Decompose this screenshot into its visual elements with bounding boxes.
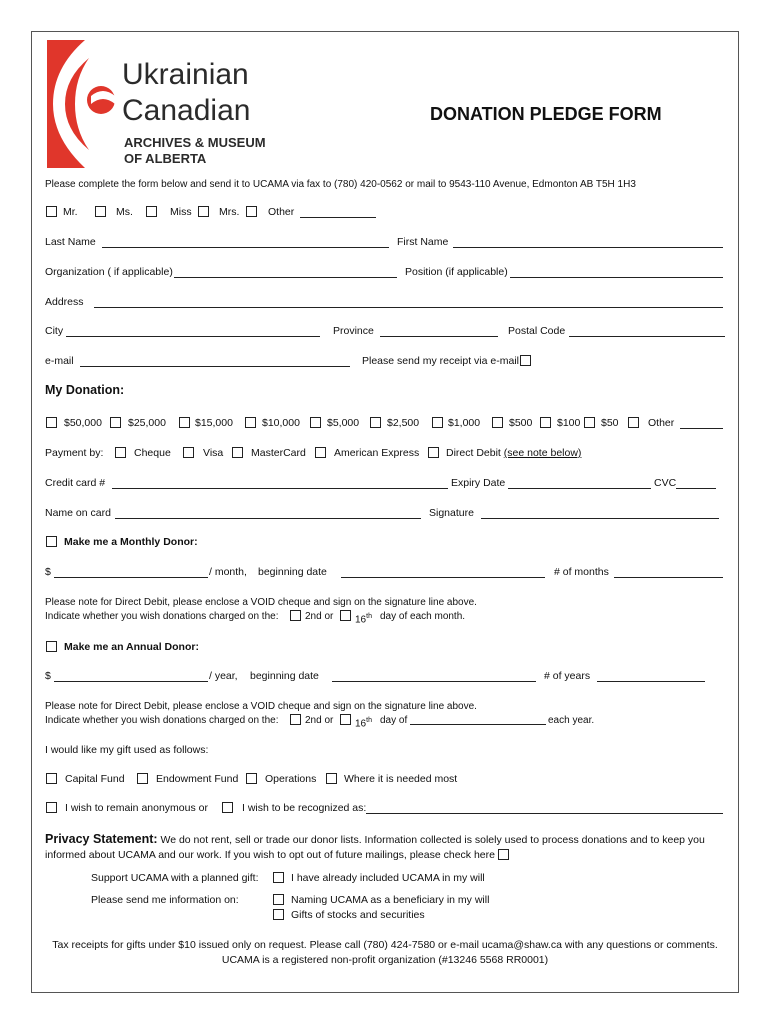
footer-line-2: UCAMA is a registered non-profit organization (#13246 5568 RR0001) [221, 954, 549, 966]
privacy-line-2: informed about UCAMA and our work. If you wish to opt out of future mailings, please check here [45, 849, 495, 861]
annual-day-field[interactable] [410, 724, 546, 725]
label-capital-fund: Capital Fund [65, 773, 125, 785]
checkbox-amount-500[interactable] [492, 417, 503, 428]
city-field[interactable] [66, 336, 320, 337]
ucama-logo-icon [45, 38, 117, 170]
checkbox-opt-out[interactable] [498, 849, 509, 860]
label-where-needed: Where it is needed most [344, 773, 458, 785]
label-email: e-mail [45, 355, 74, 367]
direct-debit-note: (see note below) [503, 447, 582, 459]
label-name-on-card: Name on card [45, 507, 111, 519]
checkbox-annual-2nd[interactable] [290, 714, 301, 725]
label-mrs: Mrs. [219, 206, 240, 218]
monthly-note-tail: day of each month. [380, 611, 466, 622]
checkbox-annual-16th[interactable] [340, 714, 351, 725]
checkbox-endowment-fund[interactable] [137, 773, 148, 784]
label-mr: Mr. [63, 206, 78, 218]
label-email-receipt: Please send my receipt via e-mail [362, 355, 519, 367]
province-field[interactable] [380, 336, 498, 337]
annual-note-1: Please note for Direct Debit, please enclose a VOID cheque and sign on the signature line above. [45, 701, 477, 712]
annual-beginning-label: beginning date [250, 670, 319, 682]
my-donation-heading: My Donation: [45, 383, 125, 397]
label-recognized: I wish to be recognized as: [242, 802, 367, 814]
intro-text: Please complete the form below and send it to UCAMA via fax to (780) 420-0562 or mail to 9543-110 Avenue, Edmonton AB T5H 1H3 [45, 179, 636, 190]
checkbox-annual-donor[interactable] [46, 641, 57, 652]
label-already-included: I have already included UCAMA in my will [291, 872, 485, 884]
last-name-field[interactable] [102, 247, 389, 248]
label-amount-1000: $1,000 [448, 417, 481, 429]
signature-field[interactable] [481, 518, 719, 519]
label-amount-50: $50 [601, 417, 619, 429]
monthly-note-1: Please note for Direct Debit, please enclose a VOID cheque and sign on the signature line above. [45, 597, 477, 608]
label-amount-50000: $50,000 [64, 417, 102, 429]
label-address: Address [45, 296, 84, 308]
amount-other-field[interactable] [680, 428, 723, 429]
label-postal-code: Postal Code [508, 325, 566, 337]
annual-beginning-date-field[interactable] [332, 681, 536, 682]
annual-per: / year, [209, 670, 238, 682]
label-endowment-fund: Endowment Fund [156, 773, 239, 785]
cvc-field[interactable] [676, 488, 716, 489]
postal-code-field[interactable] [569, 336, 725, 337]
label-amount-other: Other [648, 417, 675, 429]
expiry-field[interactable] [508, 488, 651, 489]
label-monthly-16th: 16th [355, 613, 372, 626]
monthly-amount-field[interactable] [54, 577, 208, 578]
org-name-line2: Canadian [122, 94, 251, 127]
checkbox-operations[interactable] [246, 773, 257, 784]
label-amount-10000: $10,000 [262, 417, 300, 429]
label-province: Province [333, 325, 374, 337]
address-field[interactable] [94, 307, 723, 308]
label-anonymous: I wish to remain anonymous or [65, 802, 208, 814]
monthly-donor-heading: Make me a Monthly Donor: [64, 536, 198, 548]
monthly-count-label: # of months [554, 566, 609, 578]
label-gifts-of-stocks: Gifts of stocks and securities [291, 909, 425, 921]
label-annual-16th: 16th [355, 717, 372, 730]
form-title: DONATION PLEDGE FORM [430, 104, 662, 124]
checkbox-ms[interactable] [95, 206, 106, 217]
label-signature: Signature [429, 507, 474, 519]
name-on-card-field[interactable] [115, 518, 421, 519]
monthly-dollar-sign: $ [45, 566, 51, 578]
annual-note-tail-1: day of [380, 715, 408, 726]
checkbox-amount-25000[interactable] [110, 417, 121, 428]
checkbox-miss[interactable] [146, 206, 157, 217]
checkbox-email-receipt[interactable] [520, 355, 531, 366]
label-amount-5000: $5,000 [327, 417, 360, 429]
org-name-line4: OF ALBERTA [124, 151, 207, 166]
checkbox-where-needed[interactable] [326, 773, 337, 784]
checkbox-amount-15000[interactable] [179, 417, 190, 428]
label-cheque: Cheque [134, 447, 171, 459]
checkbox-monthly-2nd[interactable] [290, 610, 301, 621]
checkbox-other-title[interactable] [246, 206, 257, 217]
label-position: Position (if applicable) [405, 266, 508, 278]
org-name-line1: Ukrainian [122, 58, 249, 91]
label-operations: Operations [265, 773, 317, 785]
label-first-name: First Name [397, 236, 449, 248]
label-mastercard: MasterCard [251, 447, 306, 459]
checkbox-capital-fund[interactable] [46, 773, 57, 784]
monthly-count-field[interactable] [614, 577, 723, 578]
checkbox-monthly-16th[interactable] [340, 610, 351, 621]
label-amount-15000: $15,000 [195, 417, 233, 429]
checkbox-amount-100[interactable] [540, 417, 551, 428]
org-name-line3: ARCHIVES & MUSEUM [124, 135, 266, 150]
checkbox-american-express[interactable] [315, 447, 326, 458]
send-info-label: Please send me information on: [91, 894, 239, 906]
checkbox-amount-1000[interactable] [432, 417, 443, 428]
label-last-name: Last Name [45, 236, 96, 248]
label-naming-beneficiary: Naming UCAMA as a beneficiary in my will [291, 894, 490, 906]
annual-amount-field[interactable] [54, 681, 208, 682]
annual-note-tail-2: each year. [548, 715, 595, 726]
label-visa: Visa [203, 447, 224, 459]
monthly-per: / month, [209, 566, 247, 578]
gift-use-label: I would like my gift used as follows: [45, 744, 209, 756]
label-miss: Miss [170, 206, 192, 218]
first-name-field[interactable] [453, 247, 723, 248]
checkbox-amount-10000[interactable] [245, 417, 256, 428]
label-payment-by: Payment by: [45, 447, 104, 459]
organization-field[interactable] [174, 277, 397, 278]
label-american-express: American Express [334, 447, 420, 459]
checkbox-mrs[interactable] [198, 206, 209, 217]
checkbox-already-included[interactable] [273, 872, 284, 883]
planned-gift-label: Support UCAMA with a planned gift: [91, 872, 259, 884]
checkbox-amount-5000[interactable] [310, 417, 321, 428]
annual-dollar-sign: $ [45, 670, 51, 682]
label-amount-25000: $25,000 [128, 417, 166, 429]
checkbox-amount-2500[interactable] [370, 417, 381, 428]
annual-donor-heading: Make me an Annual Donor: [64, 641, 199, 653]
email-field[interactable] [80, 366, 350, 367]
label-expiry: Expiry Date [451, 477, 506, 489]
monthly-beginning-date-field[interactable] [341, 577, 545, 578]
monthly-beginning-label: beginning date [258, 566, 327, 578]
checkbox-recognized[interactable] [222, 802, 233, 813]
annual-count-field[interactable] [597, 681, 705, 682]
checkbox-cheque[interactable] [115, 447, 126, 458]
label-organization: Organization ( if applicable) [45, 266, 173, 278]
annual-note-2: Indicate whether you wish donations charged on the: [45, 715, 279, 726]
checkbox-mr[interactable] [46, 206, 57, 217]
checkbox-anonymous[interactable] [46, 802, 57, 813]
label-ms: Ms. [116, 206, 133, 218]
label-other-title: Other [268, 206, 295, 218]
recognized-as-field[interactable] [366, 813, 723, 814]
label-direct-debit: Direct Debit (see note below) [446, 447, 582, 459]
label-annual-2nd: 2nd or [305, 715, 334, 726]
checkbox-direct-debit[interactable] [428, 447, 439, 458]
other-title-field[interactable] [300, 217, 376, 218]
checkbox-amount-50000[interactable] [46, 417, 57, 428]
checkbox-amount-50[interactable] [584, 417, 595, 428]
checkbox-gifts-of-stocks[interactable] [273, 909, 284, 920]
label-amount-500: $500 [509, 417, 533, 429]
checkbox-monthly-donor[interactable] [46, 536, 57, 547]
privacy-line-1: Privacy Statement: We do not rent, sell or trade our donor lists. Information collected is solely used to process donations and to keep you [45, 832, 705, 846]
label-monthly-2nd: 2nd or [305, 611, 334, 622]
label-amount-2500: $2,500 [387, 417, 420, 429]
label-credit-card: Credit card # [45, 477, 106, 489]
label-cvc: CVC [654, 477, 677, 489]
checkbox-mastercard[interactable] [232, 447, 243, 458]
footer-line-1: Tax receipts for gifts under $10 issued only on request. Please call (780) 424-7580 or e-mail ucama@shaw.ca with any questions or comments. [52, 939, 718, 951]
checkbox-visa[interactable] [183, 447, 194, 458]
label-city: City [45, 325, 64, 337]
checkbox-naming-beneficiary[interactable] [273, 894, 284, 905]
position-field[interactable] [510, 277, 723, 278]
checkbox-amount-other[interactable] [628, 417, 639, 428]
monthly-note-2: Indicate whether you wish donations charged on the: [45, 611, 279, 622]
credit-card-field[interactable] [112, 488, 448, 489]
privacy-heading: Privacy Statement: [45, 832, 158, 846]
annual-count-label: # of years [544, 670, 591, 682]
label-amount-100: $100 [557, 417, 581, 429]
